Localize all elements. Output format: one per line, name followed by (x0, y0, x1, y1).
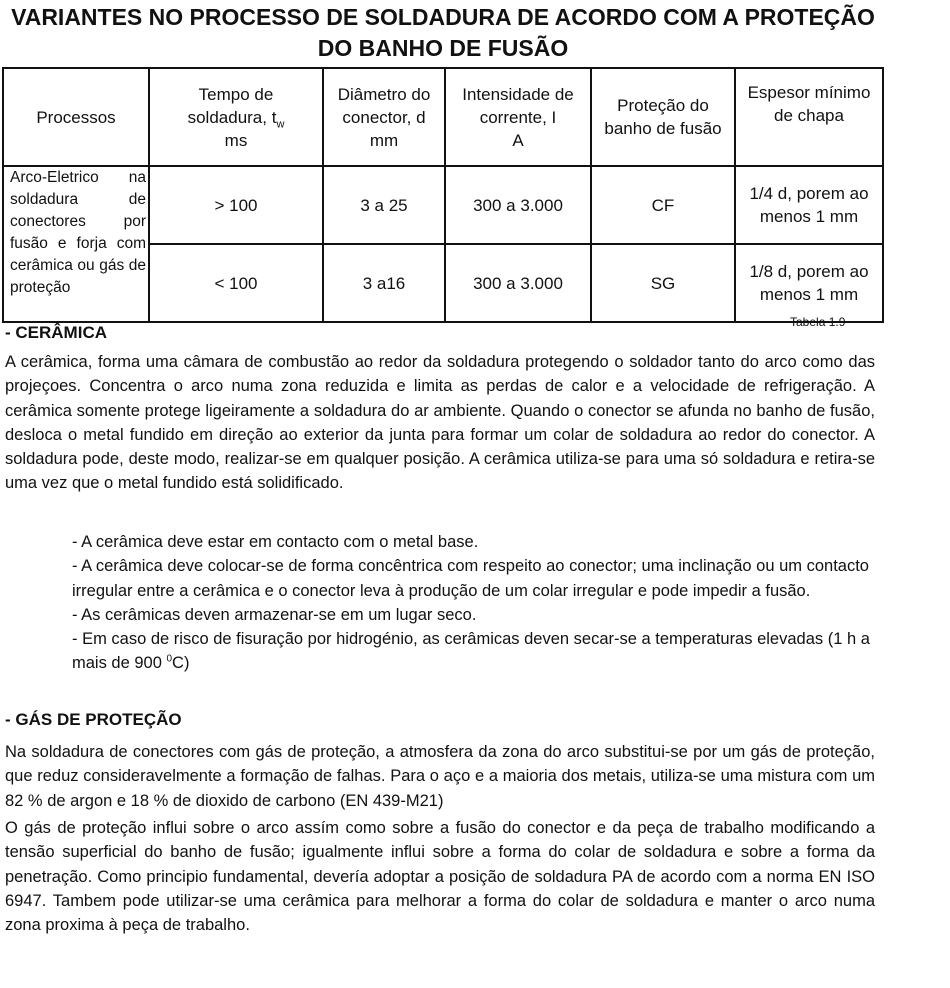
table-header-row (3, 68, 883, 166)
welding-variants-table (2, 67, 884, 323)
cell-espesor: 1/4 d, porem ao menos 1 mm (735, 166, 883, 244)
ceramica-paragraph: A cerâmica, forma uma câmara de combustão ao redor da soldadura protegendo o soldador tanto do arco como das projeçoes. Concentra o arco numa zona reduzida e limita as perdas de calor e a velocidade de refrigeração. A cerâmica somente protege ligeiramente a soldadura do ar ambiente. Quando o conector se afunda no banho de fusão, desloca o metal fundido em direção ao exterior da junta para formar um colar de soldadura ao redor do conector. A soldadura pode, deste modo, realizar-se em qualquer posição. A cerâmica utiliza-se para uma só soldadura e retira-se uma vez que o metal fundido está solidificado. (5, 353, 875, 493)
process-label-cell: Arco-Eletrico na soldadura de conectores por fusão e forja com cerâmica ou gás de proteção (3, 166, 149, 322)
section-heading-gas: - GÁS DE PROTEÇÃO (5, 710, 182, 729)
header-processos: Processos (3, 68, 149, 166)
table-row (3, 166, 883, 244)
header-diametro: Diâmetro do conector, d mm (323, 68, 445, 166)
gas-paragraph-1: Na soldadura de conectores com gás de proteção, a atmosfera da zona do arco substitui-se por um gás de proteção, que reduz consideravelmente a formação de falhas. Para o aço e a maioria dos metais, utiliza-se uma mistura com um 82 % de argon e 18 % de dioxido de carbono (EN 439-M21) (5, 743, 875, 810)
cell-diametro: 3 a 25 (323, 166, 445, 244)
cell-protecao: CF (591, 166, 735, 244)
table-caption: Tabela 1.9 (790, 315, 846, 329)
header-tempo: Tempo de soldadura, $t_w$ ms (149, 68, 323, 166)
list-item: - A cerâmica deve colocar-se de forma concêntrica com respeito ao conector; uma inclinação ou um contacto irregular entre a cerâmica e o conector leva à produção de um colar irregular e pode impedir a fusão. (72, 557, 869, 600)
section-heading-ceramica: - CERÂMICA (5, 323, 107, 342)
cell-tempo: > 100 (149, 166, 323, 244)
cell-espesor: 1/8 d, porem ao menos 1 mm (735, 244, 883, 322)
header-espesor: Espesor mínimo de chapa (735, 68, 883, 166)
list-item: - As cerâmicas deven armazenar-se em um lugar seco. (72, 605, 477, 624)
list-item: - Em caso de risco de fisuração por hidrogénio, as cerâmicas deven secar-se a temperaturas elevadas (1 h a mais de 900 $^0$C) (72, 630, 870, 673)
cell-intensidade: 300 a 3.000 (445, 166, 591, 244)
cell-tempo: < 100 (149, 244, 323, 322)
cell-intensidade: 300 a 3.000 (445, 244, 591, 322)
document-title: VARIANTES NO PROCESSO DE SOLDADURA DE ACORDO COM A PROTEÇÃO DO BANHO DE FUSÃO (11, 4, 875, 61)
header-intensidade: Intensidade de corrente, I A (445, 68, 591, 166)
list-item: - A cerâmica deve estar em contacto com o metal base. (72, 533, 479, 551)
cell-protecao: SG (591, 244, 735, 322)
gas-paragraph-2: O gás de proteção influi sobre o arco assím como sobre a fusão do conector e da peça de trabalho modificando a tensão superficial do banho de fusão; igualmente influi sobre a forma do colar de soldadura e sobre a forma da penetração. Como principio fundamental, devería adoptar a posição de soldadura PA de acordo com a norma EN ISO 6947. Tambem pode utilizar-se uma cerâmica para melhorar a forma do colar de soldadura e manter o arco numa zona proxima à peça de trabalho. (5, 819, 875, 935)
cell-diametro: 3 a16 (323, 244, 445, 322)
ceramica-bullet-list (72, 530, 884, 676)
header-protecao: Proteção do banho de fusão (591, 68, 735, 166)
